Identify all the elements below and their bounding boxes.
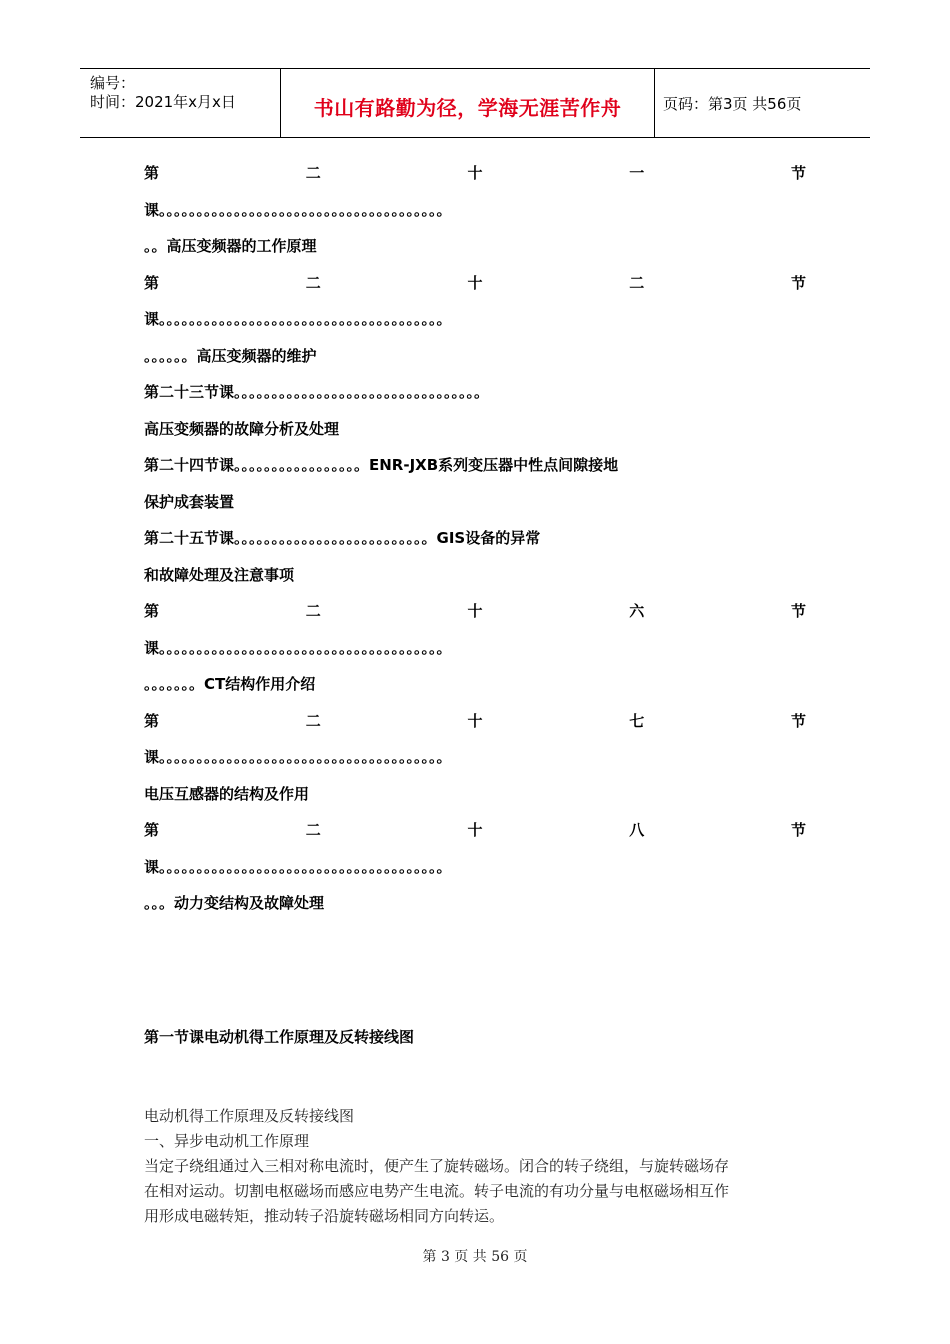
toc-char: 二 [629,273,645,292]
toc-char: 节 [790,821,806,839]
page-footer: 第 3 页 共 56 页 [422,1249,528,1265]
toc-char: 十 [467,164,483,182]
toc-char: 八 [629,821,645,839]
body-line: 电动机得工作原理及反转接线图 [144,1107,355,1125]
toc-line: 保护成套装置 [144,492,235,511]
toc-line: 第二十四节课。。。。。。。。。。。。。。。。。ENR-JXB系列变压器中性点间隙接地 [144,456,619,474]
toc-char: 第 [144,821,160,839]
header-motto-cell [281,69,655,137]
time-label: 时间：2021年x月x日 [90,93,236,111]
toc-line: 课。。。。。。。。。。。。。。。。。。。。。。。。。。。。。。。。。。。。。。 [144,310,452,328]
toc-char: 第 [144,273,160,292]
toc-char: 第 [144,711,160,730]
toc-char: 六 [629,602,645,620]
body-text [144,1104,804,1229]
toc-line: 课。。。。。。。。。。。。。。。。。。。。。。。。。。。。。。。。。。。。。。 [144,638,452,657]
toc-line: 。。。。。。。CT结构作用介绍 [144,675,316,693]
section-title: 第一节课电动机得工作原理及反转接线图 [144,1028,415,1046]
toc-char: 十 [467,821,483,839]
header-meta-cell [80,69,281,137]
toc-line: 电压互感器的结构及作用 [144,784,310,803]
toc-char: 十 [467,711,483,730]
toc-char: 七 [629,711,645,730]
page-header [80,68,870,138]
toc-char: 二 [305,164,321,182]
toc-char: 二 [305,602,321,620]
toc-char: 二 [305,821,321,839]
toc-line: 课。。。。。。。。。。。。。。。。。。。。。。。。。。。。。。。。。。。。。。 [144,748,452,766]
body-line: 当定子绕组通过入三相对称电流时，便产生了旋转磁场。闭合的转子绕组，与旋转磁场存 [144,1157,730,1175]
toc-line [144,265,806,302]
toc-char: 十 [467,602,483,620]
toc-line: 课。。。。。。。。。。。。。。。。。。。。。。。。。。。。。。。。。。。。。。 [144,857,452,876]
toc-line: 第二十五节课。。。。。。。。。。。。。。。。。。。。。。。。。。GIS设备的异常 [144,529,541,547]
toc-char: 节 [790,602,806,620]
toc-char: 二 [305,273,321,292]
toc-line: 。。。。。。高压变频器的维护 [144,346,317,365]
toc-line [144,593,806,630]
toc-line [144,812,806,849]
toc-char: 一 [629,164,645,182]
toc-line: 和故障处理及注意事项 [144,565,295,584]
toc-line [144,155,806,192]
toc-char: 十 [467,273,483,292]
page-info: 页码：第3页 共56页 [663,95,802,113]
toc-line: 第二十三节课。。。。。。。。。。。。。。。。。。。。。。。。。。。。。。。。。 [144,383,490,401]
body-line: 一、异步电动机工作原理 [144,1132,310,1150]
toc-char: 节 [790,711,806,730]
header-page-cell [655,69,870,137]
toc-char: 第 [144,164,160,182]
body-line: 在相对运动。切割电枢磁场而感应电势产生电流。转子电流的有功分量与电枢磁场相互作 [144,1182,730,1200]
body-line: 用形成电磁转矩，推动转子沿旋转磁场相同方向转运。 [144,1207,505,1225]
toc-line [144,703,806,740]
number-label: 编号： [90,74,136,92]
toc-line: 。。。动力变结构及故障处理 [144,894,325,912]
toc-line: 高压变频器的故障分析及处理 [144,419,340,438]
toc-char: 第 [144,602,160,620]
toc-line: 。。高压变频器的工作原理 [144,237,317,255]
motto: 书山有路勤为径，学海无涯苦作舟 [313,96,622,120]
toc-line: 课。。。。。。。。。。。。。。。。。。。。。。。。。。。。。。。。。。。。。。 [144,200,452,219]
toc-char: 节 [790,164,806,182]
toc-char: 节 [790,273,806,292]
toc-char: 二 [305,711,321,730]
table-of-contents [144,155,806,922]
